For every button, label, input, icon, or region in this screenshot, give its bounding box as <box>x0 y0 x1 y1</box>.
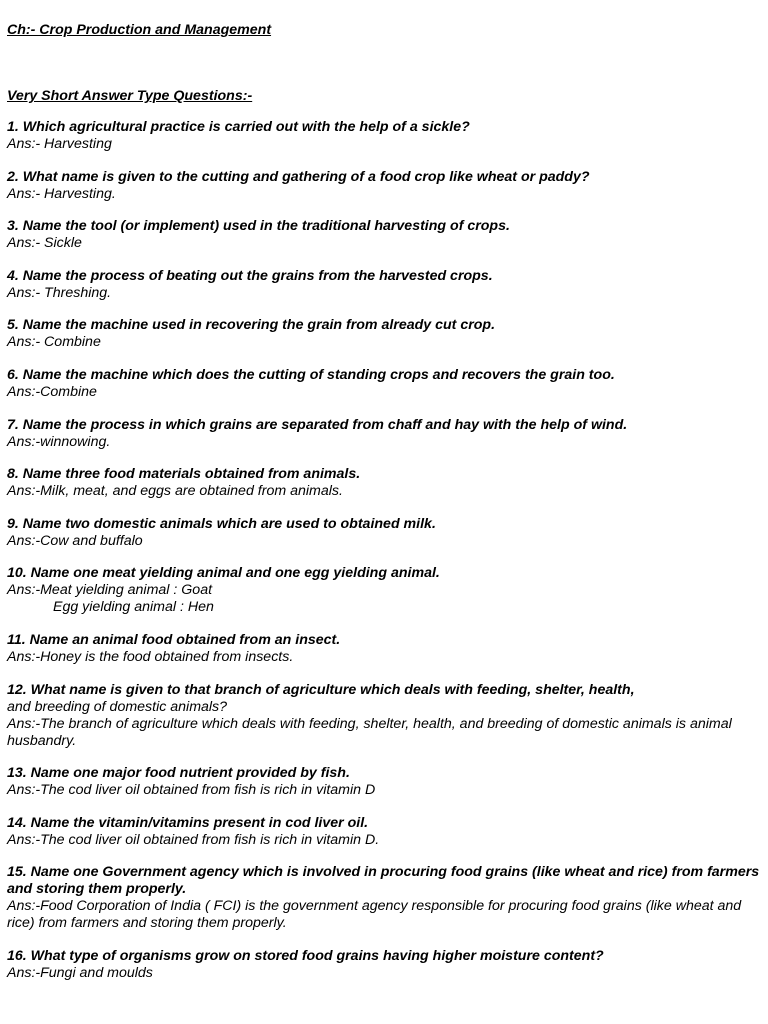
qa-item-14 <box>7 815 763 849</box>
question-text: 6. Name the machine which does the cutting of standing crops and recovers the grain too. <box>7 366 615 383</box>
qa-item-12 <box>7 682 763 750</box>
qa-item-2 <box>7 169 763 203</box>
answer-text: Ans:-Combine <box>7 383 97 400</box>
qa-list <box>7 119 763 982</box>
question-text: 10. Name one meat yielding animal and one egg yielding animal. <box>7 565 440 582</box>
qa-item-11 <box>7 632 763 666</box>
qa-item-16 <box>7 948 763 982</box>
qa-item-9 <box>7 516 763 550</box>
question-text: 16. What type of organisms grow on stored food grains having higher moisture content? <box>7 947 604 964</box>
answer-text: Ans:-Fungi and moulds <box>7 964 153 981</box>
qa-item-13 <box>7 765 763 799</box>
section-title: Very Short Answer Type Questions:- <box>7 88 253 104</box>
answer-text: Ans:- Harvesting <box>7 136 112 152</box>
answer-text: Ans:-Honey is the food obtained from insects. <box>7 648 294 665</box>
qa-item-1 <box>7 119 763 153</box>
question-text: 4. Name the process of beating out the grains from the harvested crops. <box>7 267 493 284</box>
question-text: 1. Which agricultural practice is carried out with the help of a sickle? <box>7 119 470 135</box>
answer-text: Ans:- Harvesting. <box>7 185 116 202</box>
answer-text: Ans:-Food Corporation of India ( FCI) is the government agency responsible for procuring food grains (like wheat and rice) from farmers and storing them properly. <box>7 898 742 932</box>
answer-text: Ans:- Threshing. <box>7 284 112 301</box>
question-text: 11. Name an animal food obtained from an insect. <box>7 631 341 648</box>
qa-item-3 <box>7 218 763 252</box>
question-text: 13. Name one major food nutrient provided by fish. <box>7 765 350 782</box>
question-text: 14. Name the vitamin/vitamins present in cod liver oil. <box>7 814 369 831</box>
question-text: 8. Name three food materials obtained from animals. <box>7 466 361 483</box>
answer-text: Ans:- Combine <box>7 334 101 351</box>
question-text: 9. Name two domestic animals which are used to obtained milk. <box>7 515 436 532</box>
answer-text-continued: Egg yielding animal : Hen <box>53 599 214 616</box>
question-text: 15. Name one Government agency which is involved in procuring food grains (like wheat and rice) from farmers and storing them properly. <box>7 864 760 898</box>
answer-text: Ans:-Milk, meat, and eggs are obtained from animals. <box>7 483 343 500</box>
qa-item-4 <box>7 268 763 302</box>
qa-item-5 <box>7 317 763 351</box>
question-text-continued: and breeding of domestic animals? <box>7 698 228 715</box>
qa-item-8 <box>7 466 763 500</box>
qa-item-10 <box>7 565 763 616</box>
answer-text: Ans:-Cow and buffalo <box>7 532 143 549</box>
chapter-title: Ch:- Crop Production and Management <box>7 22 272 38</box>
qa-item-15 <box>7 864 763 932</box>
question-text: 2. What name is given to the cutting and gathering of a food crop like wheat or paddy? <box>7 168 590 185</box>
question-text: 7. Name the process in which grains are separated from chaff and hay with the help of wind. <box>7 416 628 433</box>
question-text: 3. Name the tool (or implement) used in the traditional harvesting of crops. <box>7 218 510 235</box>
answer-text: Ans:-The branch of agriculture which deals with feeding, shelter, health, and breeding of domestic animals is animal husbandry. <box>7 715 732 749</box>
answer-text: Ans:-The cod liver oil obtained from fish is rich in vitamin D <box>7 782 376 799</box>
answer-text: Ans:-Meat yielding animal : Goat <box>7 582 213 599</box>
question-text: 5. Name the machine used in recovering the grain from already cut crop. <box>7 317 496 334</box>
answer-text: Ans:-The cod liver oil obtained from fish is rich in vitamin D. <box>7 831 380 848</box>
document-page <box>7 22 763 998</box>
answer-text: Ans:-winnowing. <box>7 433 111 450</box>
qa-item-6 <box>7 367 763 401</box>
qa-item-7 <box>7 417 763 451</box>
answer-text: Ans:- Sickle <box>7 235 82 252</box>
question-text: 12. What name is given to that branch of agriculture which deals with feeding, shelter, health, <box>7 681 635 698</box>
